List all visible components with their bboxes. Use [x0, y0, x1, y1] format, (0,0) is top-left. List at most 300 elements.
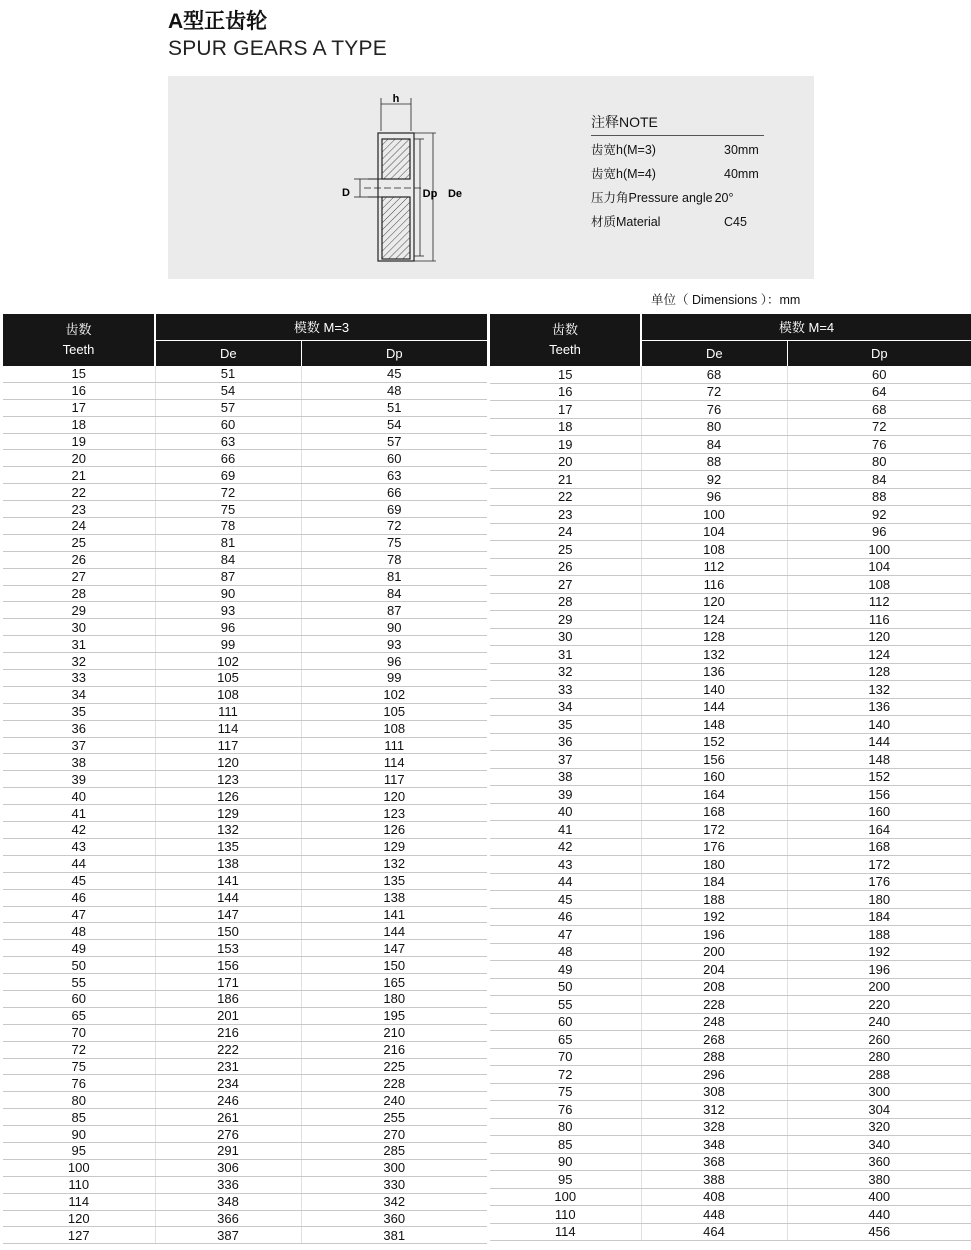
- teeth-header-en: Teeth: [62, 342, 95, 357]
- table-row: [3, 889, 487, 906]
- table-row: [3, 653, 487, 670]
- dp-cell: 188: [787, 926, 971, 944]
- table-row: [3, 382, 487, 399]
- teeth-cell: 17: [3, 399, 155, 416]
- table-row: [490, 628, 971, 646]
- de-cell: 184: [641, 873, 787, 891]
- de-cell: 261: [155, 1109, 301, 1126]
- de-cell: 196: [641, 926, 787, 944]
- teeth-cell: 34: [490, 698, 641, 716]
- table-row: [490, 523, 971, 541]
- de-cell: 81: [155, 534, 301, 551]
- table-row: [3, 602, 487, 619]
- page-title: A型正齿轮: [168, 10, 268, 33]
- de-header: De: [155, 340, 301, 366]
- table-row: [490, 488, 971, 506]
- table-row: [490, 1206, 971, 1224]
- teeth-cell: 20: [490, 453, 641, 471]
- teeth-cell: 22: [3, 484, 155, 501]
- teeth-cell: 36: [3, 720, 155, 737]
- de-cell: 80: [641, 418, 787, 436]
- dp-cell: 111: [301, 737, 487, 754]
- de-cell: 156: [155, 957, 301, 974]
- dp-cell: 114: [301, 754, 487, 771]
- note-value: 30mm: [724, 143, 759, 157]
- de-cell: 291: [155, 1142, 301, 1159]
- dp-cell: 200: [787, 978, 971, 996]
- table-row: [3, 619, 487, 636]
- table-row: [3, 1159, 487, 1176]
- de-cell: 126: [155, 788, 301, 805]
- teeth-cell: 48: [490, 943, 641, 961]
- dp-cell: 260: [787, 1031, 971, 1049]
- de-cell: 248: [641, 1013, 787, 1031]
- teeth-cell: 60: [3, 990, 155, 1007]
- dp-cell: 126: [301, 822, 487, 839]
- dp-header: Dp: [787, 340, 971, 366]
- teeth-cell: 15: [490, 366, 641, 383]
- teeth-cell: 36: [490, 733, 641, 751]
- teeth-cell: 70: [3, 1024, 155, 1041]
- dp-cell: 51: [301, 399, 487, 416]
- table-row: [3, 957, 487, 974]
- teeth-cell: 20: [3, 450, 155, 467]
- dp-cell: 147: [301, 940, 487, 957]
- table-row: [3, 923, 487, 940]
- table-row: [3, 1075, 487, 1092]
- dp-cell: 141: [301, 906, 487, 923]
- table-row: [490, 1031, 971, 1049]
- table-row: [3, 433, 487, 450]
- teeth-cell: 28: [490, 593, 641, 611]
- de-cell: 60: [155, 416, 301, 433]
- dp-cell: 72: [787, 418, 971, 436]
- de-cell: 153: [155, 940, 301, 957]
- dp-cell: 69: [301, 501, 487, 518]
- teeth-cell: 19: [490, 436, 641, 454]
- teeth-cell: 90: [3, 1126, 155, 1143]
- teeth-cell: 38: [3, 754, 155, 771]
- teeth-cell: 23: [490, 506, 641, 524]
- de-cell: 387: [155, 1227, 301, 1244]
- dp-cell: 150: [301, 957, 487, 974]
- teeth-cell: 42: [490, 838, 641, 856]
- de-cell: 84: [641, 436, 787, 454]
- dp-cell: 96: [301, 653, 487, 670]
- table-row: [3, 366, 487, 382]
- table-row: [490, 663, 971, 681]
- dp-cell: 120: [301, 788, 487, 805]
- dp-cell: 75: [301, 534, 487, 551]
- table-row: [3, 855, 487, 872]
- teeth-cell: 65: [490, 1031, 641, 1049]
- teeth-cell: 37: [490, 751, 641, 769]
- dp-cell: 96: [787, 523, 971, 541]
- table-row: [490, 821, 971, 839]
- de-cell: 88: [641, 453, 787, 471]
- table-row: [490, 401, 971, 419]
- teeth-cell: 75: [490, 1083, 641, 1101]
- dp-cell: 87: [301, 602, 487, 619]
- dp-cell: 165: [301, 974, 487, 991]
- teeth-cell: 85: [3, 1109, 155, 1126]
- de-cell: 306: [155, 1159, 301, 1176]
- dp-cell: 196: [787, 961, 971, 979]
- dp-cell: 135: [301, 872, 487, 889]
- de-cell: 336: [155, 1176, 301, 1193]
- dp-cell: 92: [787, 506, 971, 524]
- dp-cell: 288: [787, 1066, 971, 1084]
- note-label: 齿宽h(M=4): [591, 167, 656, 181]
- de-cell: 111: [155, 703, 301, 720]
- teeth-cell: 55: [3, 974, 155, 991]
- dp-cell: 380: [787, 1171, 971, 1189]
- teeth-cell: 16: [3, 382, 155, 399]
- de-header: De: [641, 340, 787, 366]
- table-row: [3, 1007, 487, 1024]
- de-cell: 160: [641, 768, 787, 786]
- teeth-cell: 32: [3, 653, 155, 670]
- de-cell: 328: [641, 1118, 787, 1136]
- de-cell: 114: [155, 720, 301, 737]
- de-cell: 366: [155, 1210, 301, 1227]
- dp-cell: 220: [787, 996, 971, 1014]
- teeth-cell: 27: [490, 576, 641, 594]
- note-row-width-m4: [591, 162, 764, 186]
- dp-cell: 116: [787, 611, 971, 629]
- dp-cell: 192: [787, 943, 971, 961]
- teeth-cell: 50: [490, 978, 641, 996]
- de-cell: 93: [155, 602, 301, 619]
- de-cell: 234: [155, 1075, 301, 1092]
- de-cell: 123: [155, 771, 301, 788]
- de-cell: 92: [641, 471, 787, 489]
- teeth-cell: 95: [3, 1142, 155, 1159]
- dp-cell: 330: [301, 1176, 487, 1193]
- table-row: [3, 974, 487, 991]
- de-cell: 99: [155, 636, 301, 653]
- de-cell: 147: [155, 906, 301, 923]
- dp-cell: 360: [787, 1153, 971, 1171]
- diagram-label-de: De: [447, 188, 463, 200]
- table-row: [3, 720, 487, 737]
- note-value: C45: [724, 215, 747, 229]
- de-cell: 112: [641, 558, 787, 576]
- table-row: [3, 990, 487, 1007]
- de-cell: 186: [155, 990, 301, 1007]
- de-cell: 104: [641, 523, 787, 541]
- teeth-cell: 40: [3, 788, 155, 805]
- de-cell: 84: [155, 551, 301, 568]
- dp-cell: 108: [301, 720, 487, 737]
- de-cell: 164: [641, 786, 787, 804]
- teeth-cell: 35: [490, 716, 641, 734]
- de-cell: 128: [641, 628, 787, 646]
- dp-cell: 128: [787, 663, 971, 681]
- dp-cell: 456: [787, 1223, 971, 1241]
- note-label: 压力角Pressure angle: [591, 191, 713, 205]
- de-cell: 180: [641, 856, 787, 874]
- dp-cell: 45: [301, 366, 487, 382]
- table-row: [490, 891, 971, 909]
- table-row: [3, 940, 487, 957]
- dp-cell: 100: [787, 541, 971, 559]
- teeth-cell: 17: [490, 401, 641, 419]
- dp-cell: 48: [301, 382, 487, 399]
- table-row: [490, 751, 971, 769]
- table-row: [3, 585, 487, 602]
- dp-cell: 156: [787, 786, 971, 804]
- table-row: [490, 698, 971, 716]
- de-cell: 100: [641, 506, 787, 524]
- teeth-cell: 33: [490, 681, 641, 699]
- de-cell: 200: [641, 943, 787, 961]
- table-row: [3, 1109, 487, 1126]
- teeth-cell: 39: [3, 771, 155, 788]
- dp-cell: 72: [301, 518, 487, 535]
- table-row: [3, 450, 487, 467]
- table-row: [3, 872, 487, 889]
- teeth-cell: 41: [3, 805, 155, 822]
- table-row: [3, 686, 487, 703]
- table-row: [3, 467, 487, 484]
- dp-cell: 148: [787, 751, 971, 769]
- teeth-cell: 39: [490, 786, 641, 804]
- dp-cell: 129: [301, 838, 487, 855]
- dp-cell: 144: [787, 733, 971, 751]
- table-row: [490, 1153, 971, 1171]
- de-cell: 296: [641, 1066, 787, 1084]
- table-row: [490, 1188, 971, 1206]
- teeth-cell: 47: [490, 926, 641, 944]
- table-row: [490, 436, 971, 454]
- teeth-cell: 127: [3, 1227, 155, 1244]
- de-cell: 135: [155, 838, 301, 855]
- de-cell: 124: [641, 611, 787, 629]
- de-cell: 152: [641, 733, 787, 751]
- teeth-cell: 114: [490, 1223, 641, 1241]
- teeth-cell: 43: [3, 838, 155, 855]
- teeth-cell: 26: [3, 551, 155, 568]
- de-cell: 222: [155, 1041, 301, 1058]
- teeth-header: [490, 314, 641, 366]
- de-cell: 176: [641, 838, 787, 856]
- de-cell: 117: [155, 737, 301, 754]
- dp-cell: 81: [301, 568, 487, 585]
- de-cell: 231: [155, 1058, 301, 1075]
- dp-cell: 144: [301, 923, 487, 940]
- de-cell: 102: [155, 653, 301, 670]
- teeth-cell: 49: [3, 940, 155, 957]
- teeth-cell: 65: [3, 1007, 155, 1024]
- dp-cell: 60: [301, 450, 487, 467]
- de-cell: 348: [641, 1136, 787, 1154]
- de-cell: 201: [155, 1007, 301, 1024]
- teeth-cell: 16: [490, 383, 641, 401]
- teeth-cell: 25: [490, 541, 641, 559]
- de-cell: 120: [155, 754, 301, 771]
- teeth-cell: 41: [490, 821, 641, 839]
- teeth-cell: 75: [3, 1058, 155, 1075]
- spec-table-m4: [490, 314, 971, 1241]
- de-cell: 150: [155, 923, 301, 940]
- table-row: [3, 1126, 487, 1143]
- table-row: [3, 1193, 487, 1210]
- table-row: [3, 484, 487, 501]
- table-row: [490, 576, 971, 594]
- de-cell: 72: [155, 484, 301, 501]
- table-row: [3, 1142, 487, 1159]
- module-header: 模数 M=3: [155, 314, 487, 340]
- table-row: [3, 1210, 487, 1227]
- teeth-cell: 70: [490, 1048, 641, 1066]
- teeth-cell: 21: [3, 467, 155, 484]
- teeth-cell: 30: [490, 628, 641, 646]
- dp-cell: 117: [301, 771, 487, 788]
- de-cell: 132: [641, 646, 787, 664]
- de-cell: 54: [155, 382, 301, 399]
- dp-cell: 168: [787, 838, 971, 856]
- de-cell: 148: [641, 716, 787, 734]
- dp-cell: 285: [301, 1142, 487, 1159]
- dp-cell: 57: [301, 433, 487, 450]
- teeth-cell: 28: [3, 585, 155, 602]
- de-cell: 129: [155, 805, 301, 822]
- dp-cell: 105: [301, 703, 487, 720]
- de-cell: 188: [641, 891, 787, 909]
- dp-cell: 320: [787, 1118, 971, 1136]
- note-label: 材质Material: [591, 215, 661, 229]
- dp-cell: 108: [787, 576, 971, 594]
- teeth-cell: 55: [490, 996, 641, 1014]
- table-row: [490, 681, 971, 699]
- table-row: [490, 926, 971, 944]
- teeth-cell: 47: [3, 906, 155, 923]
- teeth-cell: 18: [490, 418, 641, 436]
- note-title: 注释NOTE: [591, 112, 764, 136]
- table-row: [3, 771, 487, 788]
- teeth-cell: 21: [490, 471, 641, 489]
- dp-cell: 132: [301, 855, 487, 872]
- dp-cell: 216: [301, 1041, 487, 1058]
- teeth-cell: 114: [3, 1193, 155, 1210]
- module-header: 模数 M=4: [641, 314, 971, 340]
- table-row: [490, 1171, 971, 1189]
- table-row: [3, 1227, 487, 1244]
- de-cell: 72: [641, 383, 787, 401]
- de-cell: 120: [641, 593, 787, 611]
- teeth-header: [3, 314, 155, 366]
- de-cell: 68: [641, 366, 787, 383]
- note-value: 40mm: [724, 167, 759, 181]
- dp-cell: 400: [787, 1188, 971, 1206]
- gear-body: [364, 133, 424, 261]
- teeth-cell: 31: [3, 636, 155, 653]
- table-row: [490, 1048, 971, 1066]
- teeth-cell: 18: [3, 416, 155, 433]
- de-cell: 87: [155, 568, 301, 585]
- de-cell: 216: [155, 1024, 301, 1041]
- diagram-label-dp: Dp: [422, 188, 438, 200]
- dp-cell: 176: [787, 873, 971, 891]
- dp-cell: 78: [301, 551, 487, 568]
- table-row: [490, 1013, 971, 1031]
- de-cell: 192: [641, 908, 787, 926]
- dp-cell: 64: [787, 383, 971, 401]
- table-row: [490, 1118, 971, 1136]
- dp-cell: 102: [301, 686, 487, 703]
- table-row: [3, 568, 487, 585]
- de-cell: 75: [155, 501, 301, 518]
- table-row: [490, 418, 971, 436]
- de-cell: 288: [641, 1048, 787, 1066]
- teeth-cell: 31: [490, 646, 641, 664]
- teeth-cell: 27: [3, 568, 155, 585]
- dp-cell: 76: [787, 436, 971, 454]
- table-row: [490, 383, 971, 401]
- table-row: [3, 805, 487, 822]
- de-cell: 312: [641, 1101, 787, 1119]
- de-cell: 156: [641, 751, 787, 769]
- table-row: [490, 558, 971, 576]
- dp-cell: 304: [787, 1101, 971, 1119]
- dp-cell: 300: [787, 1083, 971, 1101]
- dp-cell: 93: [301, 636, 487, 653]
- de-cell: 168: [641, 803, 787, 821]
- teeth-cell: 48: [3, 923, 155, 940]
- dp-cell: 123: [301, 805, 487, 822]
- dp-cell: 80: [787, 453, 971, 471]
- table-body: [490, 366, 971, 1241]
- table-row: [3, 1176, 487, 1193]
- dp-cell: 138: [301, 889, 487, 906]
- teeth-cell: 25: [3, 534, 155, 551]
- de-cell: 90: [155, 585, 301, 602]
- dp-cell: 240: [301, 1092, 487, 1109]
- table-row: [3, 788, 487, 805]
- teeth-cell: 72: [490, 1066, 641, 1084]
- teeth-cell: 42: [3, 822, 155, 839]
- table-row: [490, 471, 971, 489]
- de-cell: 141: [155, 872, 301, 889]
- dp-cell: 68: [787, 401, 971, 419]
- table-row: [490, 873, 971, 891]
- de-cell: 96: [155, 619, 301, 636]
- teeth-cell: 37: [3, 737, 155, 754]
- teeth-cell: 60: [490, 1013, 641, 1031]
- table-row: [3, 822, 487, 839]
- teeth-cell: 29: [3, 602, 155, 619]
- dp-cell: 88: [787, 488, 971, 506]
- teeth-cell: 33: [3, 670, 155, 687]
- teeth-cell: 35: [3, 703, 155, 720]
- dp-cell: 60: [787, 366, 971, 383]
- table-row: [3, 1058, 487, 1075]
- spec-table-m3: [3, 314, 487, 1244]
- dp-cell: 360: [301, 1210, 487, 1227]
- dp-cell: 160: [787, 803, 971, 821]
- table-row: [3, 518, 487, 535]
- teeth-cell: 49: [490, 961, 641, 979]
- dp-cell: 180: [301, 990, 487, 1007]
- table-row: [3, 636, 487, 653]
- teeth-cell: 95: [490, 1171, 641, 1189]
- dp-cell: 210: [301, 1024, 487, 1041]
- de-cell: 208: [641, 978, 787, 996]
- teeth-cell: 34: [3, 686, 155, 703]
- table-row: [3, 754, 487, 771]
- dp-cell: 132: [787, 681, 971, 699]
